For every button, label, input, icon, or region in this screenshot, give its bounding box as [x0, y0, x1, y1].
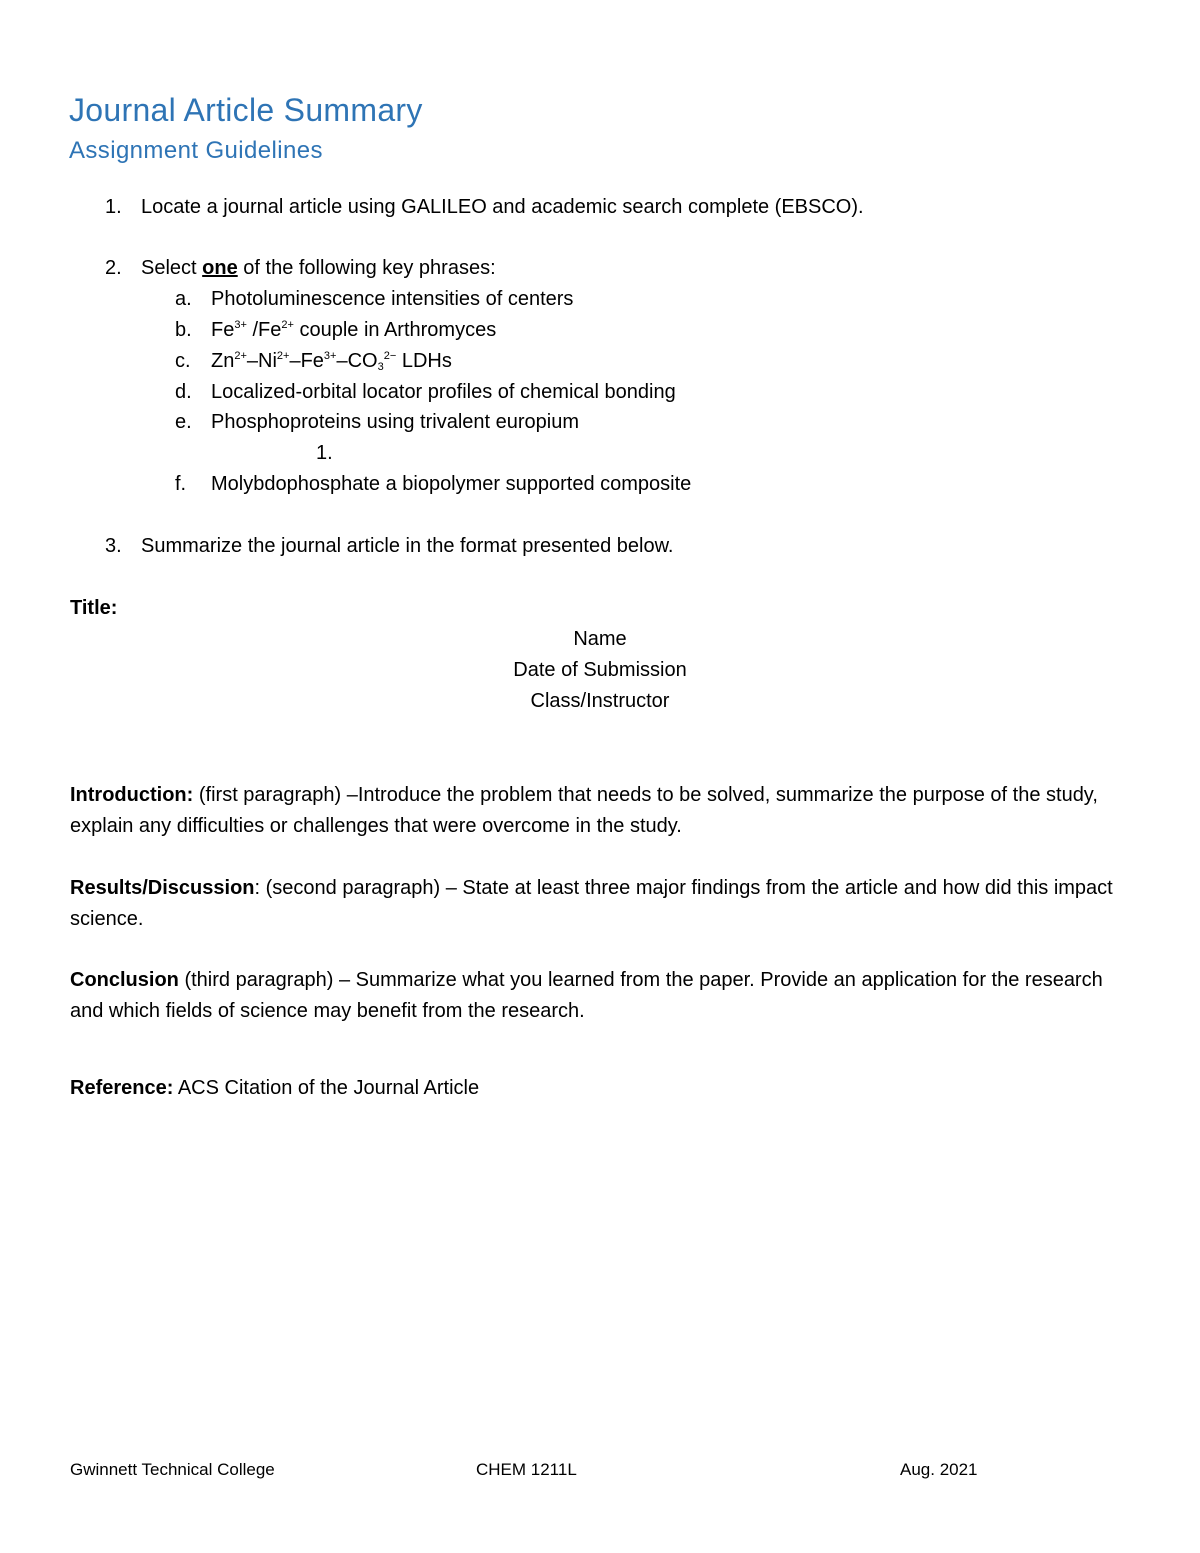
step-2: [105, 256, 496, 280]
formula-part: /Fe: [246, 319, 282, 341]
step-emphasis: one: [202, 257, 238, 279]
item-letter: b.: [175, 319, 192, 341]
superscript: 2+: [281, 319, 294, 331]
superscript: 2+: [276, 350, 290, 362]
phrase-item-b: [175, 318, 496, 342]
reference-line: [70, 1076, 479, 1100]
item-letter: c.: [175, 350, 191, 372]
phrase-subitem-number: 1.: [316, 442, 333, 464]
step-number: 3.: [105, 535, 122, 557]
item-text: Molybdophosphate a biopolymer supported composite: [211, 473, 692, 495]
formula-part: –Ni: [246, 350, 277, 372]
class-instructor-line: Class/Instructor: [530, 690, 670, 712]
document-subtitle: Assignment Guidelines: [69, 137, 323, 164]
phrase-item-a: [175, 287, 573, 311]
introduction-text: (first paragraph) –Introduce the problem that needs to be solved, summarize the purpose of the study, explain any difficulties or challenges that were overcome in the study.: [70, 784, 1098, 837]
step-number: 1.: [105, 196, 122, 218]
item-letter: d.: [175, 381, 192, 403]
item-letter: a.: [175, 288, 192, 310]
step-3: [105, 534, 674, 558]
footer-date: Aug. 2021: [900, 1460, 978, 1479]
item-letter: e.: [175, 411, 192, 433]
formula-part: Zn: [211, 350, 235, 372]
phrase-item-c: [175, 349, 452, 373]
step-1: [105, 195, 864, 219]
step-text-pre: Select: [141, 257, 203, 279]
step-text: Summarize the journal article in the format presented below.: [141, 535, 674, 557]
step-text-post: of the following key phrases:: [237, 257, 496, 279]
item-text: Localized-orbital locator profiles of chemical bonding: [211, 381, 676, 403]
conclusion-text: (third paragraph) – Summarize what you learned from the paper. Provide an application for the research and which fields of science may benefit from the research.: [70, 969, 1103, 1022]
item-text: LDHs: [396, 350, 452, 372]
phrase-item-e: [175, 410, 579, 434]
conclusion-label: Conclusion: [70, 969, 179, 991]
phrase-item-f: [175, 472, 691, 496]
superscript: 2+: [234, 350, 247, 362]
superscript: 3+: [323, 350, 337, 362]
footer-course: CHEM 1211L: [476, 1460, 577, 1479]
conclusion-paragraph: [70, 965, 1130, 1027]
reference-label: Reference:: [70, 1077, 174, 1099]
step-number: 2.: [105, 257, 122, 279]
item-text: Photoluminescence intensities of centers: [211, 288, 574, 310]
results-label: Results/Discussion: [70, 877, 255, 899]
phrase-item-d: [175, 380, 676, 404]
formula-part: Fe: [211, 319, 235, 341]
introduction-paragraph: [70, 780, 1130, 842]
name-line: Name: [573, 628, 627, 650]
introduction-label: Introduction:: [70, 784, 194, 806]
formula-part: –CO: [336, 350, 378, 372]
superscript: 2−: [383, 350, 397, 362]
footer-college: Gwinnett Technical College: [70, 1460, 275, 1479]
reference-text: ACS Citation of the Journal Article: [173, 1077, 480, 1099]
results-text: : (second paragraph) – State at least three major findings from the article and how did this impact science.: [70, 877, 1113, 930]
title-label-text: Title:: [70, 597, 118, 619]
date-line: Date of Submission: [513, 659, 687, 681]
formula-part: –Fe: [289, 350, 324, 372]
item-text: couple in Arthromyces: [293, 319, 497, 341]
superscript: 3+: [234, 319, 247, 331]
title-label: [70, 596, 117, 620]
document-title: Journal Article Summary: [69, 92, 423, 128]
item-text: Phosphoproteins using trivalent europium: [211, 411, 579, 433]
item-letter: f.: [175, 473, 187, 495]
step-text: Locate a journal article using GALILEO and academic search complete (EBSCO).: [141, 196, 864, 218]
subscript: 3: [377, 361, 384, 373]
results-paragraph: [70, 873, 1130, 935]
